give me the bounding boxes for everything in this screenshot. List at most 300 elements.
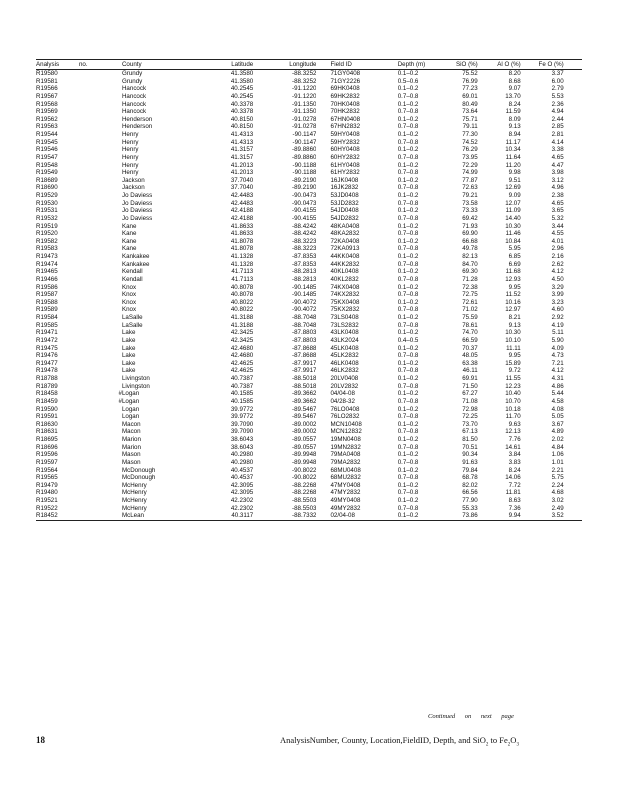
cell-analysis: R19582 [36,237,58,245]
cell-longitude: -90.1188 [292,161,317,169]
cell-sio2: 73.70 [462,420,478,428]
cell-latitude: 42.4625 [230,367,254,375]
cell-longitude: -88.3223 [292,237,317,245]
table-row [36,131,582,139]
table-row [36,268,582,276]
cell-analysis: R18696 [36,443,58,451]
cell-longitude: -90.0473 [292,199,317,207]
cell-depth: 0.7–0.8 [397,306,419,314]
cell-depth: 0.1–0.2 [397,359,419,367]
cell-fe2o3: 4.14 [551,138,564,146]
cell-analysis: R18459 [36,397,58,405]
cell-field-id: 72KA0913 [330,245,360,253]
cell-no [79,459,122,467]
cell-field-id: 59HY2832 [330,138,360,146]
table-row [36,123,582,131]
cell-al2o3: 10.16 [505,298,521,306]
cell-analysis: R19479 [36,481,58,489]
cell-sio2: 72.25 [462,413,478,421]
cell-fe2o3: 4.65 [551,199,564,207]
cell-depth: 0.1–0.2 [397,481,419,489]
cell-spacer [564,459,582,467]
cell-analysis: R19591 [36,413,58,421]
cell-county: Logan [121,397,140,405]
header-no: no. [79,60,122,70]
cell-al2o3: 11.59 [505,108,521,116]
cell-field-id: 71GY0408 [330,70,361,77]
cell-depth: 0.7–0.8 [397,458,419,466]
cell-analysis: R18690 [36,184,58,192]
cell-al2o3: 13.70 [505,92,521,100]
table-row [36,413,582,421]
cell-latitude: 40.2545 [230,85,254,93]
table-row [36,162,582,170]
table-row [36,314,582,322]
cell-no [79,474,122,482]
cell-spacer [564,253,582,261]
cell-field-id: 49MY2832 [330,504,361,512]
cell-latitude: 40.2545 [230,92,254,100]
table-row [36,482,582,490]
cell-longitude: -88.5018 [292,375,317,382]
table-row [36,101,582,109]
cell-longitude: -89.5467 [292,405,317,413]
cell-al2o3: 9.13 [508,321,521,329]
table-row [36,360,582,368]
cell-fe2o3: 3.23 [551,298,564,306]
cell-sio2: 69.90 [462,230,478,238]
cell-spacer [564,215,582,223]
cell-depth: 0.5–0.6 [397,77,419,85]
cell-sio2: 46.11 [462,367,478,375]
cell-depth: 0.7–0.8 [397,108,419,116]
running-head-o: O [510,735,517,745]
cell-latitude: 42.4680 [230,344,254,352]
cell-county: LaSalle [121,321,143,329]
cell-sio2: 49.78 [462,245,478,253]
cell-depth: 0.7–0.8 [397,123,419,131]
cell-al2o3: 6.69 [508,260,521,268]
cell-analysis: R18789 [36,382,58,390]
cell-county: Hancock [121,108,147,116]
cell-latitude: 37.7040 [230,184,254,192]
cell-field-id: 04/28-32 [330,397,355,405]
table-row [36,78,582,86]
cell-fe2o3: 4.84 [551,443,564,451]
cell-county: Jackson [121,176,145,184]
cell-field-id: 49MY0408 [330,497,361,504]
cell-field-id: 61HY2832 [330,169,360,177]
cell-latitude: 42.4188 [230,207,254,215]
cell-spacer [564,223,582,231]
cell-depth: 0.7–0.8 [397,245,419,253]
cell-field-id: 74KX0408 [330,283,360,291]
cell-al2o3: 8.21 [508,314,521,321]
cell-no [79,101,122,109]
cell-fe2o3: 4.09 [551,344,564,352]
table-row [36,253,582,261]
cell-sio2: 66.56 [462,489,478,497]
cell-no [79,482,122,490]
cell-latitude: 41.4313 [230,138,254,146]
cell-county: Kendall [121,268,143,276]
cell-longitude: -87.8803 [292,336,317,344]
cell-no [79,291,122,299]
cell-al2o3: 14.61 [505,443,521,451]
cell-longitude: -88.4242 [292,222,317,230]
cell-sio2: 79.84 [462,466,478,474]
cell-al2o3: 12.13 [505,428,521,436]
cell-latitude: 42.4680 [230,352,254,360]
cell-county: Henry [121,131,139,138]
cell-analysis: R19471 [36,329,58,337]
cell-spacer [564,467,582,475]
cell-latitude: 42.4483 [230,192,254,199]
table-row [36,223,582,231]
cell-county: Henry [121,161,139,169]
cell-longitude: -89.3662 [292,390,317,398]
table-row [36,70,582,78]
cell-county: Livingston [121,375,150,382]
cell-sio2: 70.51 [462,443,478,451]
cell-fe2o3: 5.44 [551,390,564,398]
cell-fe2o3: 4.58 [551,397,564,405]
running-head [280,735,519,748]
cell-depth: 0.1–0.2 [397,375,419,382]
cell-no [79,200,122,208]
cell-no [79,444,122,452]
cell-field-id: 67HN2832 [330,123,361,131]
cell-depth: 0.7–0.8 [397,275,419,283]
cell-no [79,436,122,444]
table-row [36,459,582,467]
cell-spacer [564,306,582,314]
cell-analysis: R19519 [36,222,58,230]
cell-depth: 0.7–0.8 [397,397,419,405]
cell-latitude: 41.2013 [230,161,254,169]
cell-county: McDonough [121,466,156,474]
cell-no [79,367,122,375]
cell-fe2o3: 2.24 [551,481,564,489]
cell-depth: 0.7–0.8 [397,321,419,329]
cell-spacer [564,177,582,185]
cell-analysis: R18458 [36,390,58,398]
cell-analysis: R19564 [36,466,58,474]
cell-depth: 0.7–0.8 [397,169,419,177]
cell-depth: 0.1–0.2 [397,283,419,291]
cell-latitude: 41.7113 [231,268,254,276]
cell-latitude: 40.7387 [230,382,254,390]
cell-no [79,268,122,276]
cell-analysis: R19581 [36,77,58,85]
cell-no: # [118,390,122,398]
cell-sio2: 77.30 [462,131,478,138]
cell-spacer [564,108,582,116]
cell-sio2: 76.29 [462,146,478,154]
data-table-container [36,59,582,521]
cell-field-id: 44KK0408 [330,253,360,260]
cell-longitude: -90.1147 [292,138,317,146]
cell-county: Lake [121,352,136,360]
cell-no [79,261,122,269]
cell-al2o3: 10.10 [505,336,521,344]
cell-spacer [564,322,582,330]
cell-fe2o3: 4.31 [551,375,564,382]
cell-field-id: 70HK0408 [330,100,360,108]
cell-analysis: R19520 [36,230,58,238]
cell-sio2: 71.50 [462,382,478,390]
cell-al2o3: 5.95 [508,245,521,253]
cell-depth: 0.1–0.2 [397,192,419,199]
table-row [36,390,582,398]
header-spacer [564,60,582,70]
cell-latitude: 41.3157 [230,153,254,161]
table-row [36,512,582,520]
cell-analysis: R19544 [36,131,58,138]
cell-sio2: 72.63 [462,184,478,192]
header-field-id: Field ID [316,60,391,70]
cell-analysis: R19473 [36,253,58,260]
cell-latitude: 41.3188 [230,314,254,321]
cell-depth: 0.4–0.5 [397,336,419,344]
cell-al2o3: 8.63 [508,497,521,504]
cell-analysis: R19531 [36,207,58,215]
cell-al2o3: 15.89 [505,359,521,367]
cell-county: Knox [121,283,137,291]
cell-latitude: 37.7040 [230,176,254,184]
cell-longitude: -90.8022 [292,474,317,482]
cell-spacer [564,139,582,147]
cell-latitude: 41.3157 [230,146,254,154]
cell-analysis: R19475 [36,344,58,352]
cell-county: Knox [121,291,137,299]
cell-county: Henry [121,153,139,161]
cell-spacer [564,154,582,162]
cell-field-id: 61HY0408 [330,161,360,169]
cell-analysis: R19530 [36,199,58,207]
cell-spacer [564,123,582,131]
table-body [36,70,582,521]
cell-sio2: 78.61 [462,321,478,329]
cell-analysis: R19474 [36,260,58,268]
cell-analysis: R19547 [36,153,58,161]
cell-spacer [564,497,582,505]
cell-latitude: 40.2980 [230,451,254,459]
cell-sio2: 66.68 [462,237,478,245]
cell-longitude: -88.2813 [292,268,317,276]
cell-no [79,116,122,124]
cell-longitude: -89.0557 [292,443,317,451]
cell-county: Lake [121,367,136,375]
cell-al2o3: 10.70 [505,397,521,405]
cell-county: Mason [121,451,141,459]
cell-county: Grundy [121,70,143,77]
table-row [36,421,582,429]
cell-longitude: -88.7332 [292,512,317,520]
cell-field-id: 04/04-08 [330,390,355,398]
cell-field-id: 45LK2832 [330,352,359,360]
cell-no [79,223,122,231]
cell-spacer [564,451,582,459]
cell-no [79,70,122,78]
table-row [36,215,582,223]
cell-fe2o3: 3.52 [551,512,564,520]
cell-no [79,78,122,86]
cell-no [79,329,122,337]
cell-longitude: -88.7048 [292,314,317,321]
cell-spacer [564,85,582,93]
cell-longitude: -90.4155 [292,214,317,222]
cell-analysis: R19580 [36,70,58,77]
cell-spacer [564,406,582,414]
cell-spacer [564,314,582,322]
cell-county: Knox [121,306,137,314]
cell-county: McHenry [121,489,147,497]
cell-latitude: 42.4188 [230,214,254,222]
cell-sio2: 74.70 [462,329,478,337]
table-row [36,200,582,208]
cell-fe2o3: 2.44 [551,115,564,123]
cell-fe2o3: 4.12 [551,268,564,276]
cell-depth: 0.7–0.8 [397,413,419,421]
cell-longitude: -87.9917 [292,367,317,375]
cell-spacer [564,428,582,436]
header-depth: Depth (m) [392,60,446,70]
cell-sio2: 79.11 [462,123,478,131]
header-latitude: Latitude [191,60,255,70]
cell-field-id: 68MU0408 [330,466,361,474]
cell-al2o3: 6.85 [508,253,521,260]
cell-al2o3: 9.72 [508,367,521,375]
cell-spacer [564,489,582,497]
cell-spacer [564,360,582,368]
cell-latitude: 40.2980 [230,458,254,466]
cell-no [79,139,122,147]
cell-county: McDonough [121,474,156,482]
cell-spacer [564,207,582,215]
cell-latitude: 41.1328 [230,253,254,260]
cell-county: Macon [121,420,141,428]
cell-county: Henry [121,169,139,177]
cell-fe2o3: 5.32 [551,214,564,222]
cell-field-id: 71GY2226 [330,77,361,85]
cell-analysis: R19522 [36,504,58,512]
cell-longitude: -90.1485 [292,291,317,299]
cell-sio2: 72.98 [462,405,478,413]
cell-no [79,245,122,253]
cell-longitude: -90.0473 [292,192,317,199]
cell-field-id: 73LS2832 [330,321,359,329]
cell-fe2o3: 2.96 [551,245,564,253]
cell-analysis: R19597 [36,458,58,466]
cell-latitude: 40.3378 [230,108,254,116]
cell-depth: 0.1–0.2 [397,420,419,428]
cell-latitude: 40.8150 [230,115,254,123]
cell-no [79,497,122,505]
header-fe2o3: Fe O (%) [521,60,564,70]
cell-al2o3: 7.72 [508,481,521,489]
header-analysis: Analysis [36,60,79,70]
cell-sio2: 73.64 [462,108,478,116]
cell-depth: 0.1–0.2 [397,268,419,276]
cell-depth: 0.7–0.8 [397,428,419,436]
cell-sio2: 91.63 [462,458,478,466]
cell-analysis: R18631 [36,428,58,436]
cell-spacer [564,238,582,246]
cell-longitude: -89.5467 [292,413,317,421]
cell-al2o3: 11.11 [506,344,521,352]
cell-longitude: -89.0557 [292,436,317,443]
cell-sio2: 74.99 [462,169,478,177]
cell-county: Mason [121,458,141,466]
cell-sio2: 80.49 [462,100,478,108]
running-head-sub-3: 3 [516,742,519,748]
cell-spacer [564,184,582,192]
cell-al2o3: 7.36 [508,504,521,512]
cell-latitude: 41.8633 [230,222,254,230]
cell-no [79,360,122,368]
cell-analysis: R19472 [36,336,58,344]
cell-analysis: R19569 [36,108,58,116]
cell-depth: 0.1–0.2 [397,298,419,306]
cell-latitude: 42.2302 [230,504,254,512]
cell-fe2o3: 5.11 [552,329,564,337]
cell-no [79,108,122,116]
cell-county: Lake [121,359,136,367]
table-row [36,428,582,436]
cell-longitude: -88.3252 [292,70,317,77]
cell-field-id: 16JK0408 [330,176,359,184]
cell-county: Henderson [121,115,153,123]
cell-field-id: 59HY0408 [330,131,360,138]
cell-analysis: R19568 [36,100,58,108]
cell-no [79,207,122,215]
table-row [36,85,582,93]
cell-latitude: 42.3425 [230,336,254,344]
header-al2o3: Al O (%) [478,60,521,70]
cell-longitude: -87.9917 [292,359,317,367]
cell-sio2: 63.38 [462,359,478,367]
cell-no [79,352,122,360]
cell-al2o3: 14.40 [505,214,521,222]
cell-depth: 0.1–0.2 [397,176,419,184]
cell-fe2o3: 4.01 [551,237,564,245]
cell-longitude: -87.8688 [292,344,317,352]
cell-field-id: 19MN2832 [330,443,361,451]
table-row [36,436,582,444]
cell-county: Jo Daviess [121,199,153,207]
cell-depth: 0.1–0.2 [397,222,419,230]
cell-depth: 0.1–0.2 [397,100,419,108]
cell-al2o3: 9.95 [508,283,521,291]
cell-spacer [564,352,582,360]
cell-latitude: 38.6043 [230,436,254,443]
cell-analysis: R18452 [36,512,58,520]
cell-spacer [564,505,582,513]
table-row [36,276,582,284]
cell-analysis: R18630 [36,420,58,428]
cell-field-id: 47MY2832 [330,489,361,497]
cell-county: McHenry [121,504,147,512]
cell-county: Grundy [121,77,143,85]
cell-al2o3: 8.20 [508,70,521,77]
continued-note: Continued on next page [428,713,514,720]
cell-al2o3: 12.69 [505,184,521,192]
cell-sio2: 82.13 [462,253,478,260]
cell-no [79,184,122,192]
cell-fe2o3: 2.85 [551,123,564,131]
cell-no [79,276,122,284]
